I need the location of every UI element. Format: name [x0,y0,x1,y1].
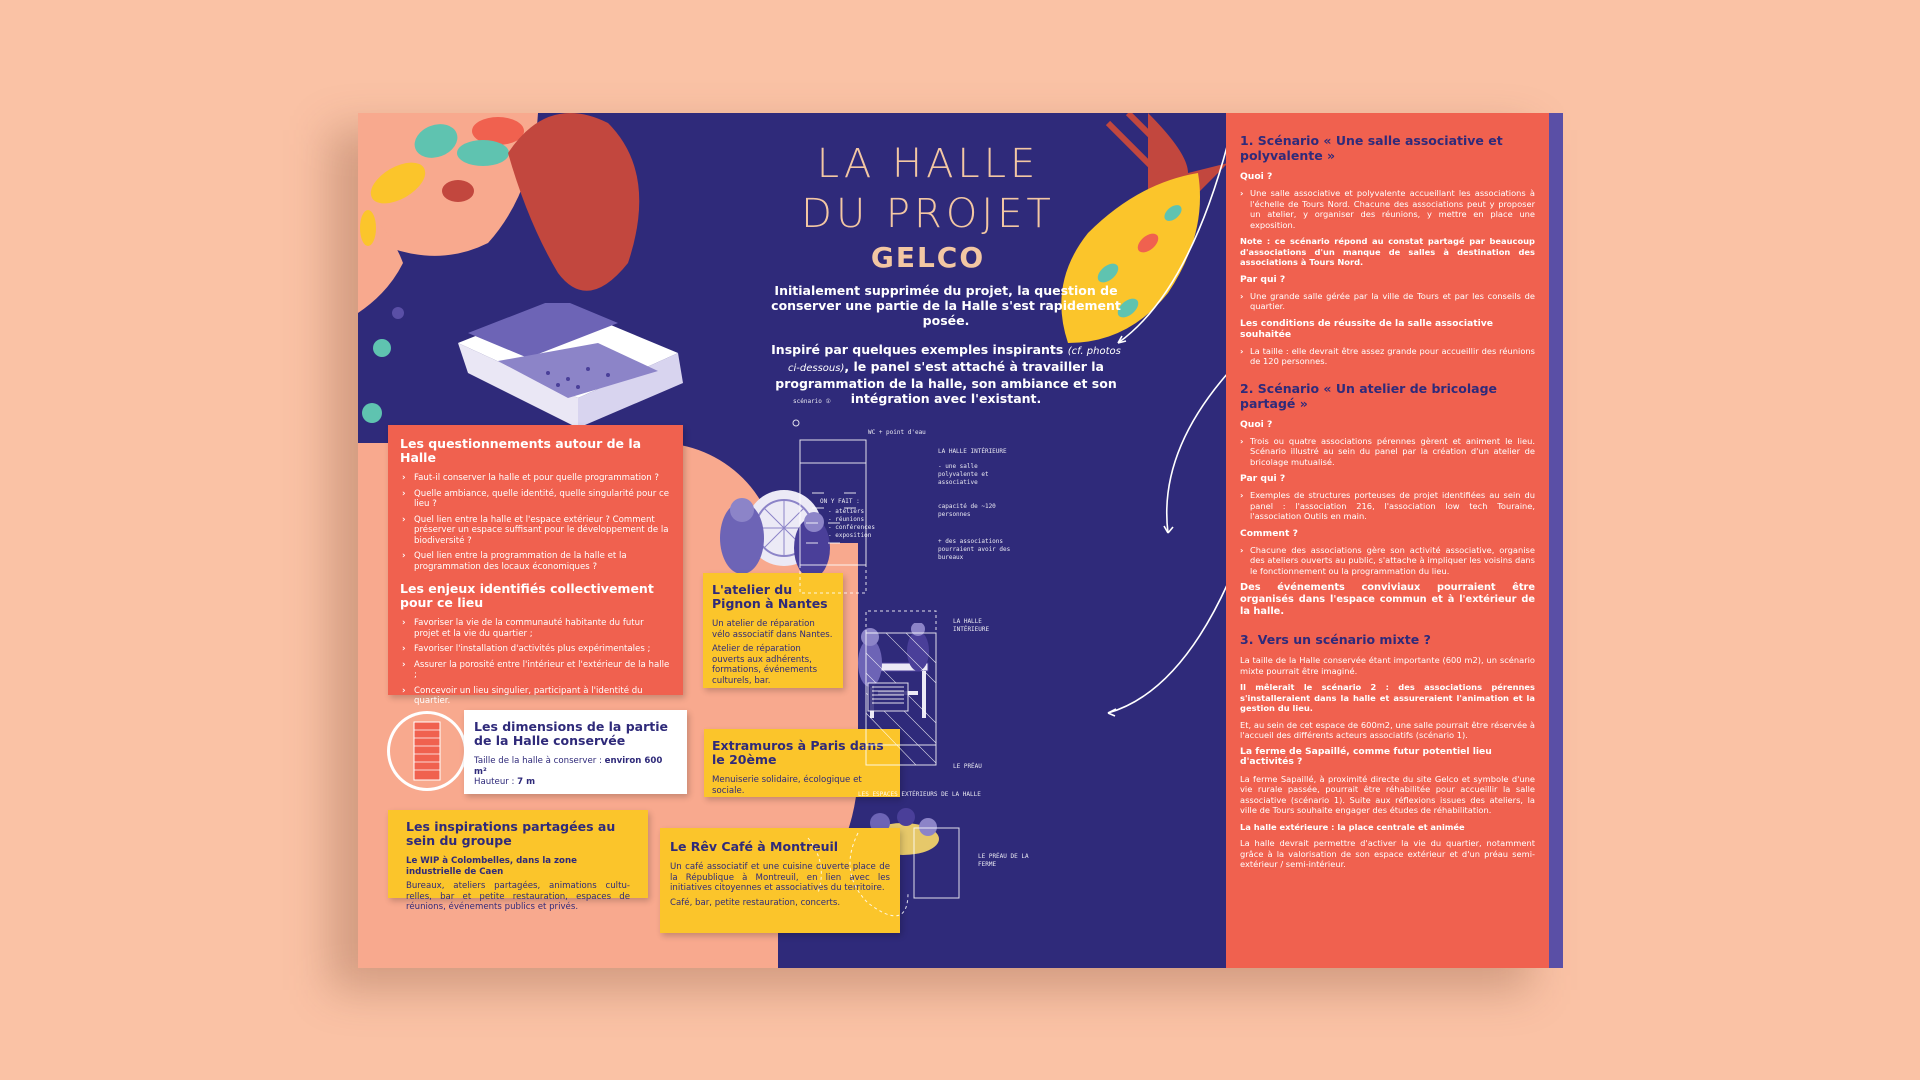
list-item: › Une salle associative et polyvalente accueillant les associations à l'échelle de Tours Nord. Chacune des associations peut y proposer un atelier, y organiser des réunions, y mettre en place une exposition. [1240,188,1535,230]
atelier-pignon-title: L'atelier du Pignon à Nantes [712,582,828,611]
inspirations-title: Les inspirations partagées au sein du groupe [406,819,616,848]
sketch-label: LE PRÉAU DE LA FERME [978,853,1029,868]
poster [358,113,1563,968]
inspirations-subtitle: Le WIP à Colombelles, dans la zone industrielle de Caen [406,856,577,877]
list-item: › Exemples de structures porteuses de projet identifiées au sein du panel : l'association 216, l'association low tech Touraine, l'association Outils en main. [1240,490,1535,522]
sketch-label: LA HALLE INTÉRIEURE [953,618,990,633]
title-line-3: GELCO [870,241,986,274]
list-item: › Assurer la porosité entre l'intérieur et l'extérieur de la halle ; [400,660,671,681]
scenario-2-quoi-list [1240,436,1535,468]
ferme-text: La ferme Sapaillé, à proximité directe du site Gelco et symbole d'une vie rurale passée, pourrait être réhabilitée pour accueillir la salle associative (scénario 1). Suite aux réflexions issues des ateliers, la ville de Tours souhaite engager des études de réhabilitation. [1240,773,1535,815]
scenario-3-text-3: Et, au sein de cet espace de 600m2, une salle pourrait être réservée à l'accueil des différents acteurs associatifs (scénario 1). [1240,719,1535,740]
title-line-1: LA HALLE [816,141,1040,187]
halle-exterieure-title: La halle extérieure : la place centrale et animée [1240,821,1465,832]
poster-edge-strip [1549,113,1563,968]
questions-card [388,425,683,706]
scenario-2-parqui: Par qui ? [1240,473,1286,484]
scenarios-column [1226,113,1549,968]
sketch-label: ON Y FAIT : [820,498,860,505]
scenario-2-parqui-list [1240,490,1535,522]
dimensions-size: Taille de la halle à conserver : environ 600 m² Hauteur : 7 m [474,756,663,787]
reve-cafe-text-1: Un café associatif et une cuisine ouverte place de la République à Montreuil, en lien avec les initiatives citoyennes et associatives du territoire. [670,862,890,893]
scenario-3-title: 3. Vers un scénario mixte ? [1240,632,1431,647]
dimensions-title: Les dimensions de la partie de la Halle conservée [474,719,669,748]
scenario-2-comment: Comment ? [1240,527,1298,539]
reve-cafe-title: Le Rêv Café à Montreuil [670,839,839,854]
scenario-1-note: Note : ce scénario répond au constat partagé par beaucoup d'associations d'un manque de salles à destination des associations à Tours Nord. [1240,236,1535,267]
scenario-2-events: Des événements conviviaux pourraient être organisés dans l'espace commun et à l'extérieur de la halle. [1240,582,1535,617]
list-item: › Une grande salle gérée par la ville de Tours et par les conseils de quartier. [1240,291,1535,312]
atelier-pignon-text-2: Atelier de réparation ouverts aux adhérents, formations, événements culturels, bar. [712,644,818,686]
scenario-1-parqui: Par qui ? [1240,273,1286,285]
scenario-1-quoi-list [1240,188,1535,230]
scenario-1-quoi: Quoi ? [1240,171,1273,182]
inspirations-card [388,810,648,912]
sketch-label: - une salle polyvalente et associative [938,463,989,486]
enjeux-title: Les enjeux identifiés collectivement pour ce lieu [400,581,654,610]
list-item: › Concevoir un lieu singulier, participant à l'identité du quartier. [400,686,671,707]
enjeux-list [400,618,671,707]
halle-plan-icon [386,710,468,792]
sketch-label: capacité de ~120 personnes [938,503,996,518]
scenario-2-comment-list [1240,545,1535,577]
scenario-1-conditions: Les conditions de réussite de la salle associative souhaitée [1240,317,1494,340]
sketch-label: + des associations pourraient avoir des bureaux [938,538,1011,561]
list-item: › Quel lien entre la programmation de la halle et la programmation des locaux économiques ? [400,551,671,572]
sketch-label: scénario ① [793,398,831,405]
sketch-label: - ateliers - réunions - conférences - exposition [828,508,875,539]
halle-illustration [458,303,698,433]
list-item: › Quelle ambiance, quelle identité, quelle singularité pour ce lieu ? [400,489,671,510]
scenario-arrows [958,133,1238,753]
list-item: › Faut-il conserver la halle et pour quelle programmation ? [400,473,671,484]
sketch-label: LE PRÉAU [953,763,982,770]
intro-paragraph-1: Initialement supprimée du projet, la question de conserver une partie de la Halle s'est rapidement posée. [771,283,1121,328]
list-item: › La taille : elle devrait être assez grande pour accueillir des réunions de 120 personnes. [1240,346,1535,367]
list-item: › Quel lien entre la halle et l'espace extérieur ? Comment préserver un espace suffisant pour le développement de la biodiversité ? [400,515,671,547]
sketch-label: LA HALLE INTÉRIEURE [938,448,1007,455]
ferme-title: La ferme de Sapaillé, comme futur potentiel lieu d'activités ? [1240,745,1492,767]
extramuros-title: Extramuros à Paris dans le 20ème [712,738,884,767]
intro-paragraph-2: Inspiré par quelques exemples inspirants (cf. photos ci-dessous), le panel s'est attaché à travailler la programmation de la halle, son ambiance et son intégration avec l'existant. [771,342,1121,406]
questions-title: Les questionnements autour de la Halle [400,436,642,465]
scenario-3-text-2: Il mêlerait le scénario 2 : des associations pérennes s'installeraient dans la halle et assureraient l'animation et la gestion du lieu. [1240,682,1535,713]
list-item: › Chacune des associations gère son activité associative, organise des ateliers ouverts au public, s'attache à impliquer les voisins dans le fonctionnement ou la programmation du lieu. [1240,545,1535,577]
list-item: › Favoriser l'installation d'activités plus expérimentales ; [400,644,671,655]
inspirations-text: Bureaux, ateliers partagées, animations cultu-relles, bar et petite restauration, espaces de réunions, événements publics et privés. [406,881,630,912]
list-item: › Favoriser la vie de la communauté habitante du futur projet et la vie du quartier ; [400,618,671,639]
scenario-1-parqui-list [1240,291,1535,312]
halle-exterieure-text: La halle devrait permettre d'activer la vie du quartier, notamment grâce à la valorisation de son espace extérieur et d'un préau semi-extérieur / semi-intérieur. [1240,838,1535,869]
extramuros-text: Menuiserie solidaire, écologique et sociale. [712,775,862,796]
list-item: › Trois ou quatre associations pérennes gèrent et animent le lieu. Scénario illustré au sein du panel par la création d'un atelier de bricolage mutualisé. [1240,436,1535,468]
reve-cafe-text-2: Café, bar, petite restauration, concerts. [670,897,841,908]
sketch-label: WC + point d'eau [868,429,926,436]
scenario-3-text-1: La taille de la Halle conservée étant importante (600 m2), un scénario mixte pourrait être imaginé. [1240,655,1535,676]
sketch-label: LES ESPACES EXTÉRIEURS DE LA HALLE [858,791,981,798]
scenario-2-title: 2. Scénario « Un atelier de bricolage partagé » [1240,380,1498,411]
scenario-1-title: 1. Scénario « Une salle associative et polyvalente » [1240,133,1503,163]
questions-list [400,473,671,572]
atelier-pignon-text-1: Un atelier de réparation vélo associatif dans Nantes. [712,619,833,640]
title-line-2: DU PROJET [801,191,1055,237]
dimensions-card [464,710,687,794]
scenario-2-quoi: Quoi ? [1240,418,1273,430]
scenario-1-conditions-list [1240,346,1535,367]
